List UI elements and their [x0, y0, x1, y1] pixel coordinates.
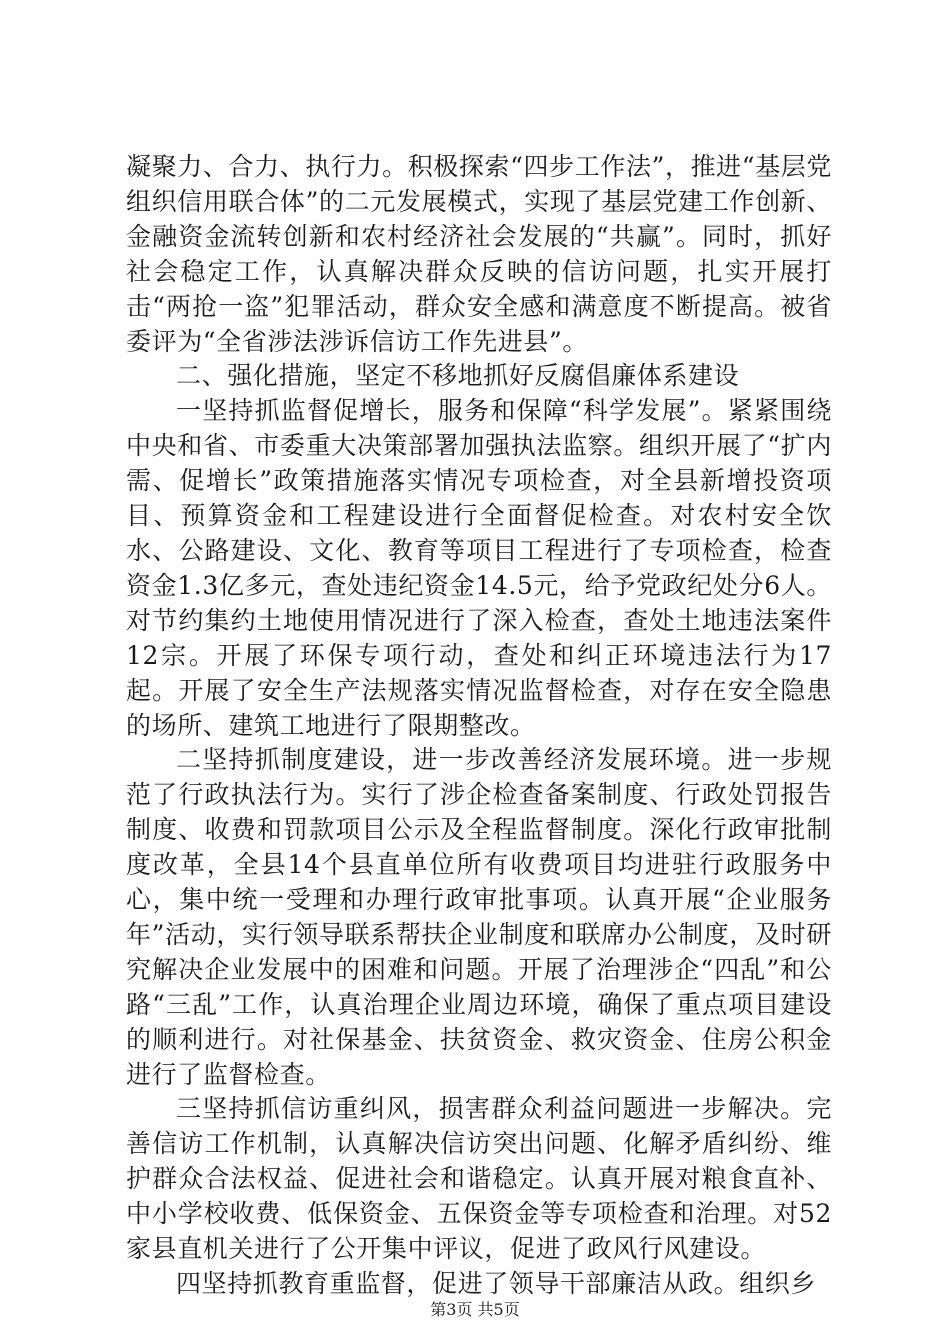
- paragraph-1: 凝聚力、合力、执行力。积极探索“四步工作法”，推进“基层党组织信用联合体”的二元发展模式，实现了基层党建工作创新、金融资金流转创新和农村经济社会发展的“共赢”。同时，抓好社会稳定工作，认真解决群众反映的信访问题，扎实开展打击“两抢一盗”犯罪活动，群众安全感和满意度不断提高。被省委评为“全省涉法涉诉信访工作先进县”。: [126, 152, 832, 356]
- paragraph-petition-correction: 三坚持抓信访重纠风，损害群众利益问题进一步解决。完善信访工作机制，认真解决信访突出问题、化解矛盾纠纷、维护群众合法权益、促进社会和谐稳定。认真开展对粮食直补、中小学校收费、低保资金、五保资金等专项检查和治理。对52家县直机关进行了公开集中评议，促进了政风行风建设。: [126, 1094, 832, 1264]
- paragraph-education-supervision: 四坚持抓教育重监督，促进了领导干部廉洁从政。组织乡: [176, 1269, 817, 1298]
- page-number: 第3页 共5页: [430, 1300, 520, 1319]
- section-heading-2: 二、强化措施，坚定不移地抓好反腐倡廉体系建设: [176, 361, 740, 391]
- page-footer: [0, 1300, 950, 1320]
- paragraph-institution-building: 二坚持抓制度建设，进一步改善经济发展环境。进一步规范了行政执法行为。实行了涉企检查备案制度、行政处罚报告制度、收费和罚款项目公示及全程监督制度。深化行政审批制度改革，全县14个县直单位所有收费项目均进驻行政服务中心，集中统一受理和办理行政审批事项。认真开展“企业服务年”活动，实行领导联系帮扶企业制度和联席办公制度，及时研究解决企业发展中的困难和问题。开展了治理涉企“四乱”和公路“三乱”工作，认真治理企业周边环境，确保了重点项目建设的顺利进行。对社保基金、扶贫资金、救灾资金、住房公积金进行了监督检查。: [126, 745, 832, 1089]
- paragraph-supervision: 一坚持抓监督促增长，服务和保障“科学发展”。紧紧围绕中央和省、市委重大决策部署加强执法监察。组织开展了“扩内需、促增长”政策措施落实情况专项检查，对全县新增投资项目、预算资金和工程建设进行全面督促检查。对农村安全饮水、公路建设、文化、教育等项目工程进行了专项检查，检查资金1.3亿多元，查处违纪资金14.5元，给予党政纪处分6人。对节约集约土地使用情况进行了深入检查，查处土地违法案件12宗。开展了环保专项行动，查处和纠正环境违法行为17起。开展了安全生产法规落实情况监督检查，对存在安全隐患的场所、建筑工地进行了限期整改。: [126, 396, 832, 740]
- document-body: [126, 150, 832, 1302]
